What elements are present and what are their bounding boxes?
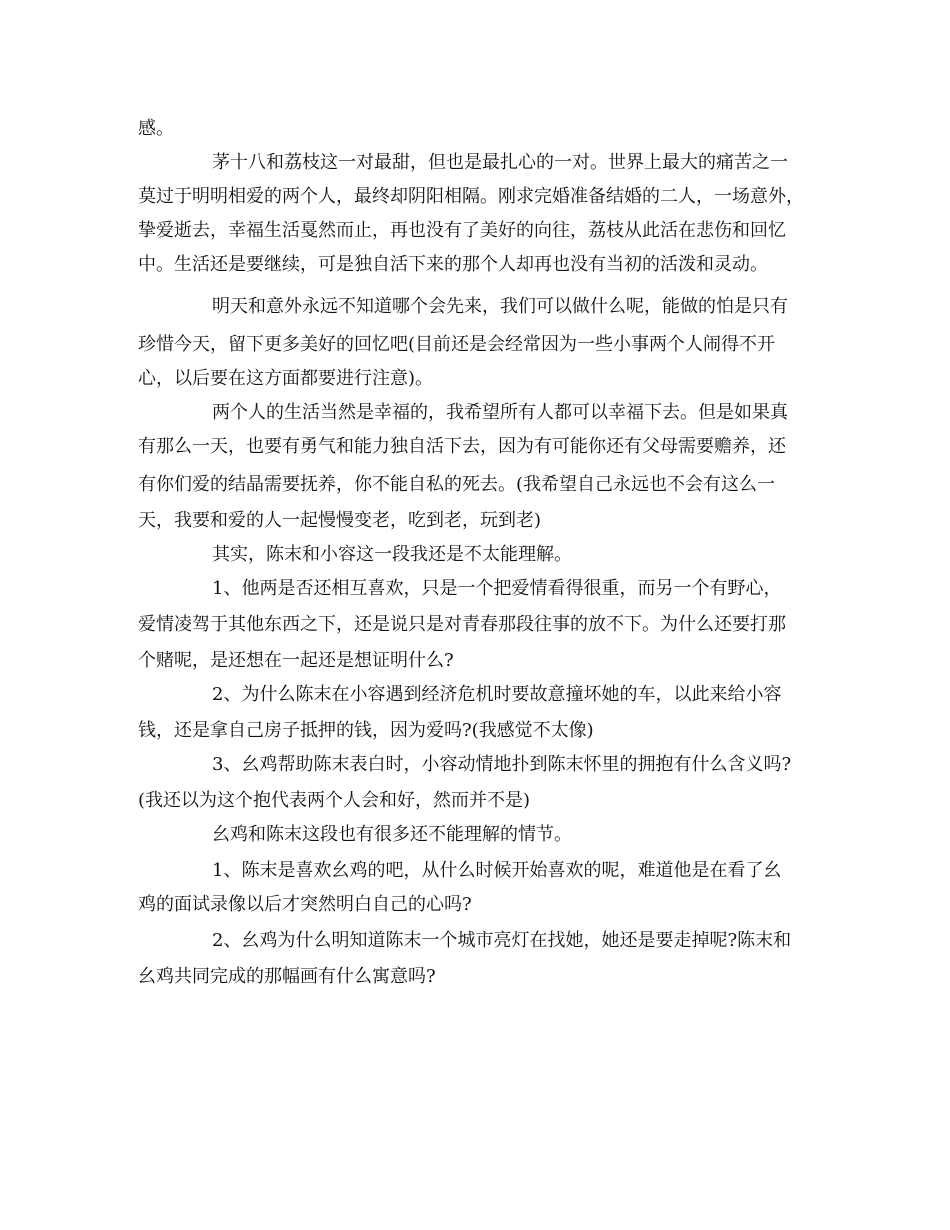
text-line: 钱，还是拿自己房子抵押的钱，因为爱吗?(我感觉不太像) <box>138 720 594 741</box>
paragraph-first-line: 茅十八和荔枝这一对最甜，但也是最扎心的一对。世界上最大的痛苦之一 <box>212 152 788 173</box>
text-line: 有那么一天，也要有勇气和能力独自活下去，因为有可能你还有父母需要赡养，还 <box>138 436 786 457</box>
text-line: 天，我要和爱的人一起慢慢变老，吃到老，玩到老) <box>138 510 542 531</box>
text-line: 莫过于明明相爱的两个人，最终却阴阳相隔。刚求完婚准备结婚的二人，一场意外， <box>138 186 804 207</box>
text-line: 个赌呢，是还想在一起还是想证明什么? <box>138 650 454 671</box>
text-line: 中。生活还是要继续，可是独自活下来的那个人却再也没有当初的活泼和灵动。 <box>138 254 768 275</box>
paragraph-first-line: 2、幺鸡为什么明知道陈末一个城市亮灯在找她，她还是要走掉呢?陈末和 <box>212 930 792 951</box>
text-line: 鸡的面试录像以后才突然明白自己的心吗? <box>138 894 472 915</box>
paragraph-first-line: 两个人的生活当然是幸福的，我希望所有人都可以幸福下去。但是如果真 <box>212 402 788 423</box>
text-line: 爱情凌驾于其他东西之下，还是说只是对青春那段往事的放不下。为什么还要打那 <box>138 614 786 635</box>
text-line: 珍惜今天，留下更多美好的回忆吧(目前还是会经常因为一些小事两个人闹得不开 <box>138 334 776 355</box>
text-line: 心，以后要在这方面都要进行注意)。 <box>138 368 434 389</box>
text-line: 挚爱逝去，幸福生活戛然而止，再也没有了美好的向往，荔枝从此活在悲伤和回忆 <box>138 220 786 241</box>
text-line: (我还以为这个抱代表两个人会和好，然而并不是) <box>138 790 531 811</box>
paragraph-first-line: 幺鸡和陈末这段也有很多还不能理解的情节。 <box>212 824 572 845</box>
paragraph-first-line: 1、他两是否还相互喜欢，只是一个把爱情看得很重，而另一个有野心， <box>212 578 782 599</box>
paragraph-first-line: 其实，陈末和小容这一段我还是不太能理解。 <box>212 544 572 565</box>
text-line: 感。 <box>138 118 174 139</box>
paragraph-first-line: 1、陈末是喜欢幺鸡的吧，从什么时候开始喜欢的呢，难道他是在看了幺 <box>212 860 782 881</box>
text-line: 有你们爱的结晶需要抚养，你不能自私的死去。(我希望自己永远也不会有这么一 <box>138 474 776 495</box>
paragraph-first-line: 明天和意外永远不知道哪个会先来，我们可以做什么呢，能做的怕是只有 <box>212 296 788 317</box>
paragraph-first-line: 2、为什么陈末在小容遇到经济危机时要故意撞坏她的车，以此来给小容 <box>212 684 782 705</box>
text-line: 幺鸡共同完成的那幅画有什么寓意吗? <box>138 966 436 987</box>
paragraph-first-line: 3、幺鸡帮助陈末表白时，小容动情地扑到陈末怀里的拥抱有什么含义吗? <box>212 754 792 775</box>
